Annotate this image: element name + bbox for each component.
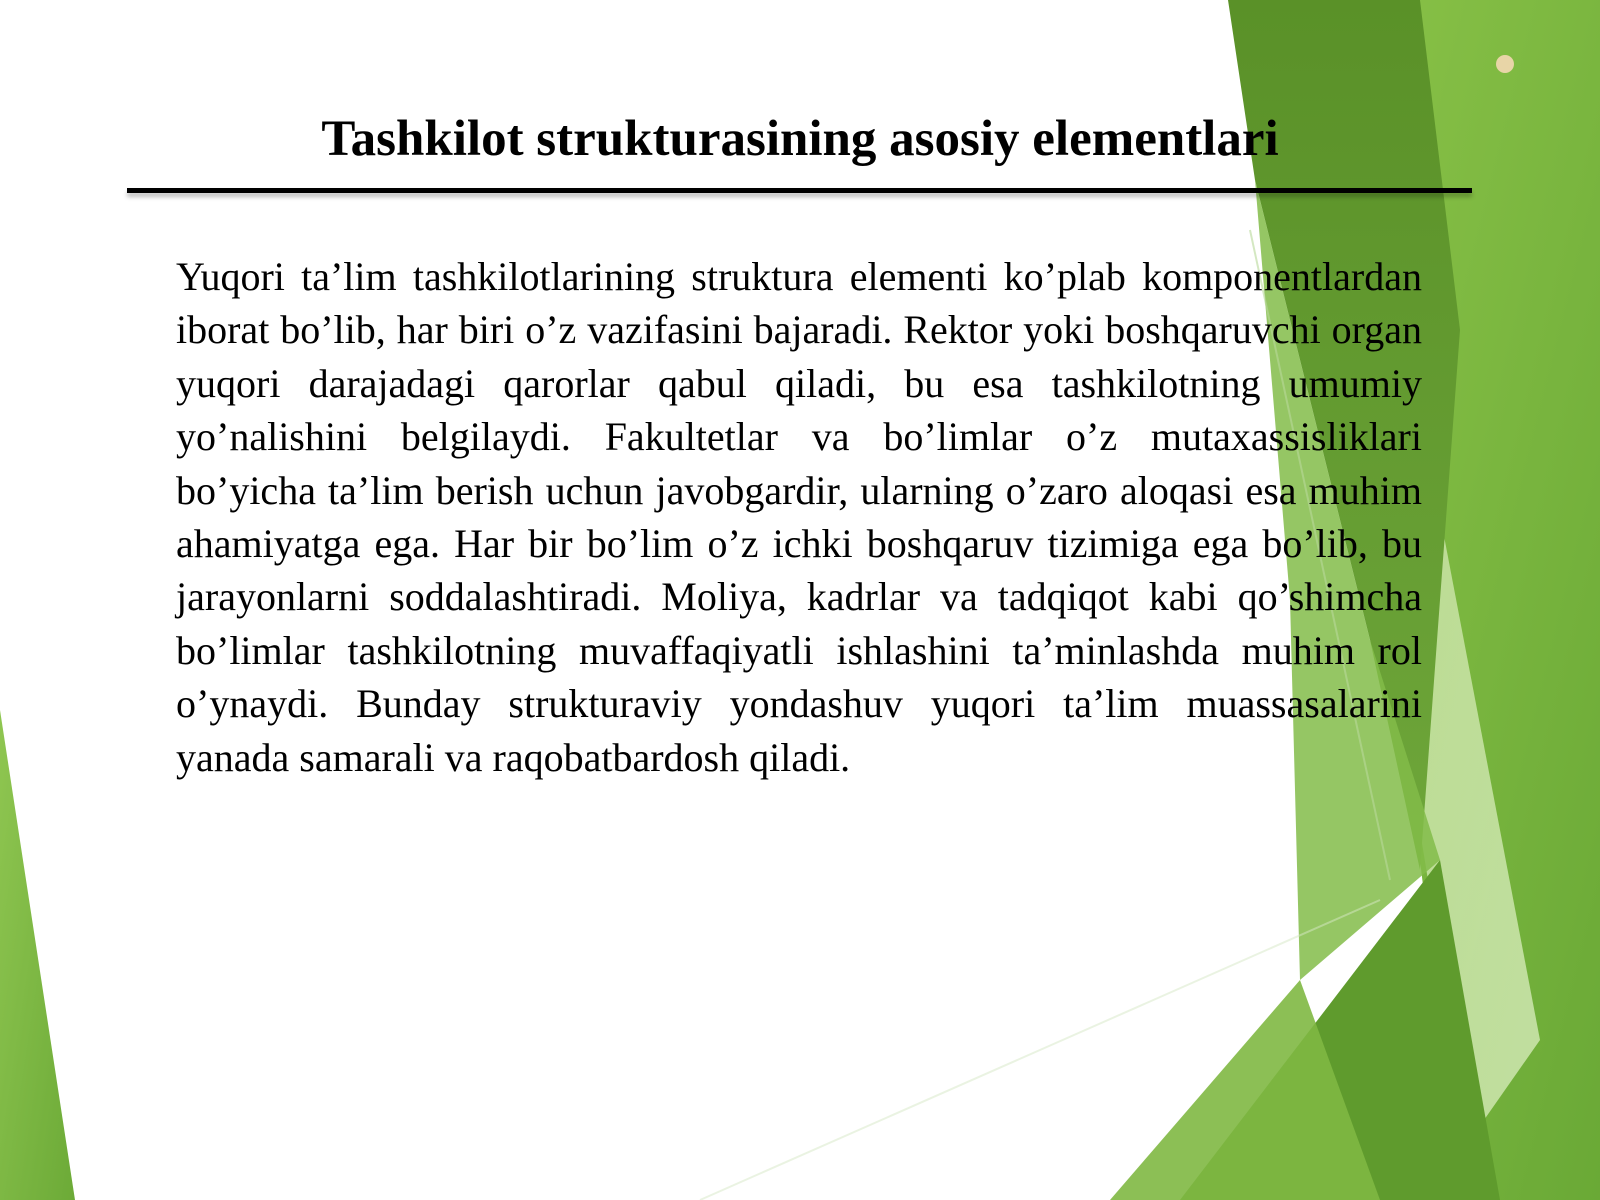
slide-title: Tashkilot strukturasining asosiy elementlari <box>321 111 1279 168</box>
title-divider <box>127 188 1472 193</box>
slide-body-paragraph: Yuqori ta’lim tashkilotlarining struktura elementi ko’plab komponentlardan iborat bo’lib, har biri o’z vazifasini bajaradi. Rektor yoki boshqaruvchi organ yuqori darajadagi qarorlar qabul qiladi, bu esa tashkilotning umumiy yo’nalishini belgilaydi. Fakultetlar va bo’limlar o’z mutaxassisliklari bo’yicha ta’lim berish uchun javobgardir, ularning o’zaro aloqasi esa muhim ahamiyatga ega. Har bir bo’lim o’z ichki boshqaruv tizimiga ega bo’lib, bu jarayonlarni soddalashtiradi. Moliya, kadrlar va tadqiqot kabi qo’shimcha bo’limlar tashkilotning muvaffaqiyatli ishlashini ta’minlashda muhim rol o’ynaydi. Bunday strukturaviy yondashuv yuqori ta’lim muassasalarini yanada samarali va raqobatbardosh qiladi. <box>176 254 1422 780</box>
decorative-dot <box>1496 55 1514 73</box>
